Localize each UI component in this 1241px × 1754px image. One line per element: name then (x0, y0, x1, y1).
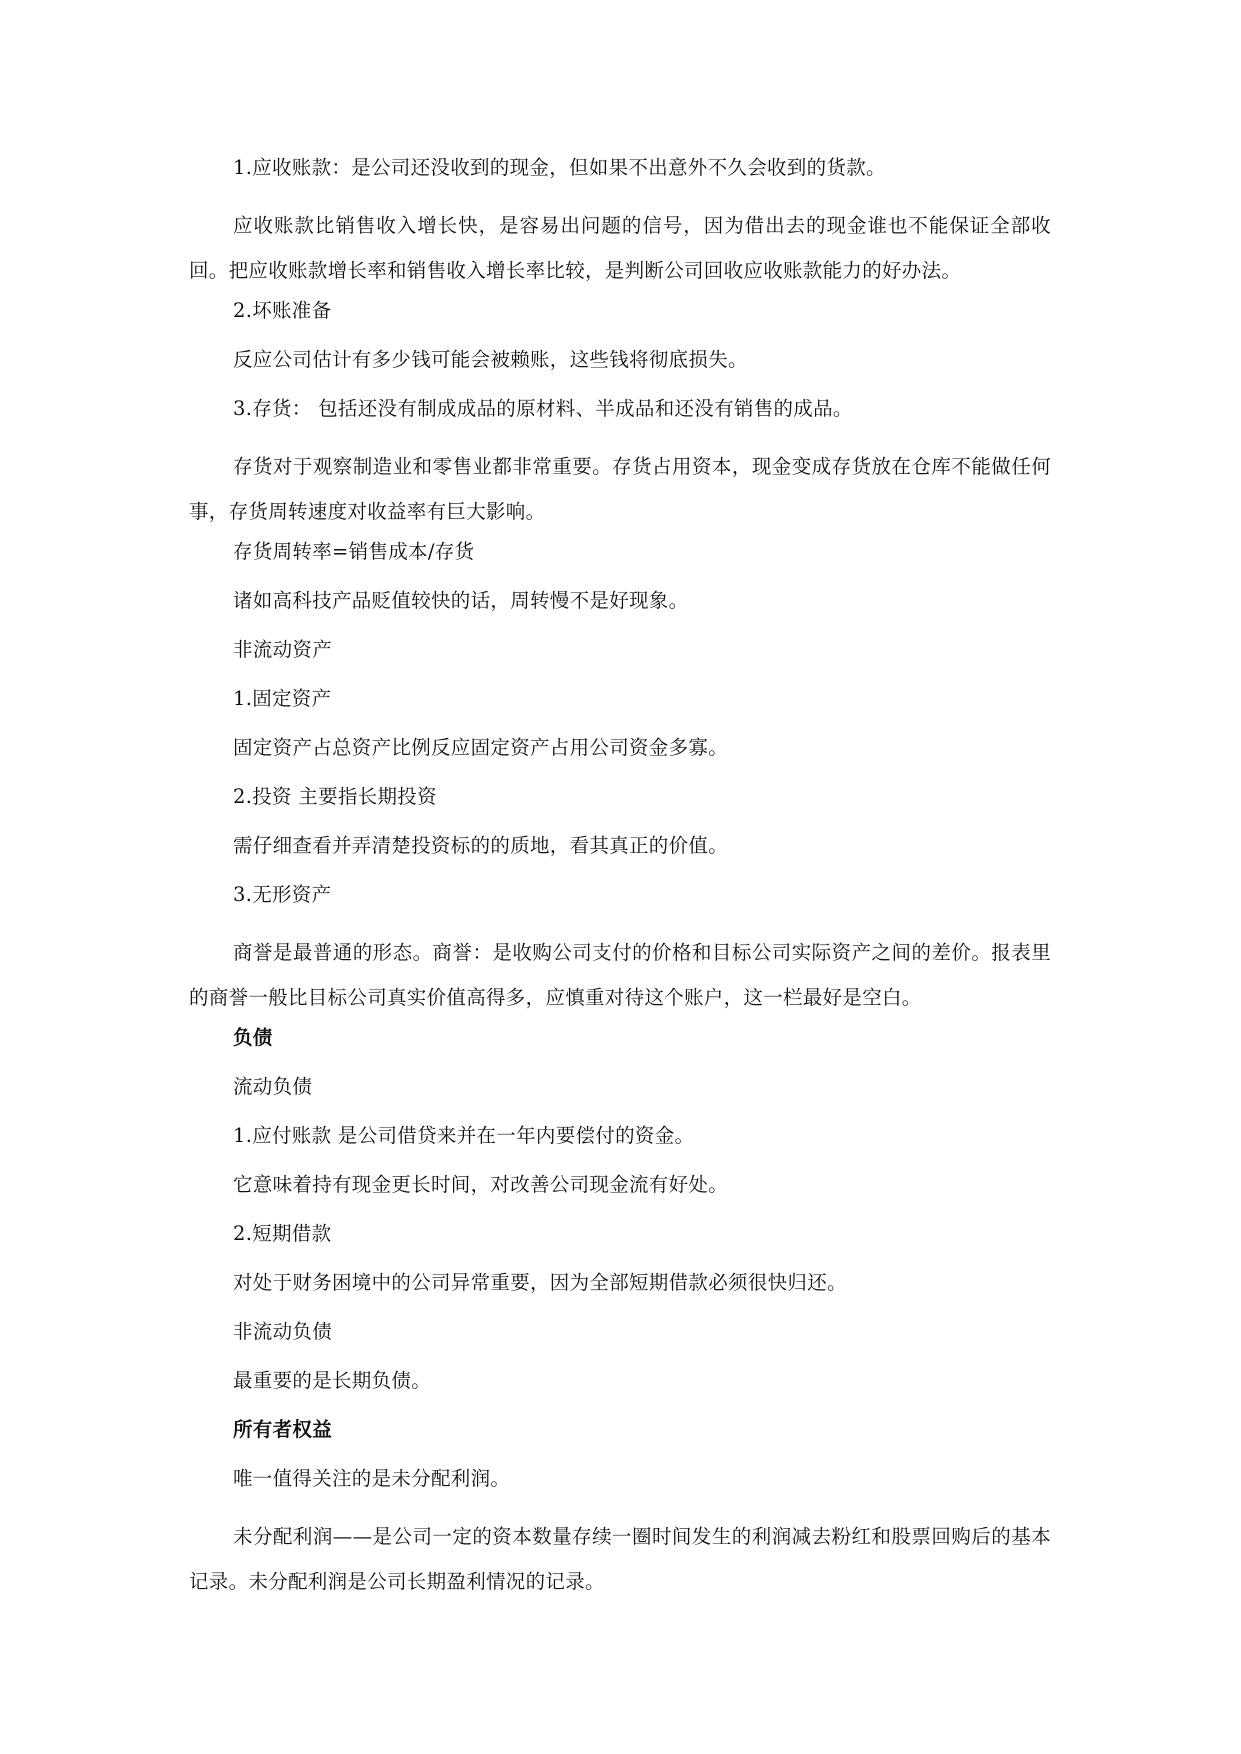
retained-earnings-focus: 唯一值得关注的是未分配利润。 (233, 1467, 511, 1490)
intangible-assets-heading: 3.无形资产 (233, 883, 332, 906)
accounts-payable-heading: 1.应付账款 是公司借贷来并在一年内要偿付的资金。 (233, 1124, 695, 1147)
noncurrent-assets-heading: 非流动资产 (233, 638, 333, 661)
inventory-heading: 3.存货： 包括还没有制成成品的原材料、半成品和还没有销售的成品。 (233, 397, 853, 420)
accounts-payable-note: 它意味着持有现金更长时间，对改善公司现金流有好处。 (233, 1173, 729, 1196)
fixed-assets-note: 固定资产占总资产比例反应固定资产占用公司资金多寡。 (233, 736, 729, 759)
goodwill-note: 商誉是最普通的形态。商誉：是收购公司支付的价格和目标公司实际资产之间的差价。报表里的商誉一般比目标公司真实价值高得多，应慎重对待这个账户，这一栏最好是空白。 (189, 941, 1051, 1009)
short-term-loans-heading: 2.短期借款 (233, 1222, 332, 1245)
owners-equity-heading: 所有者权益 (233, 1418, 333, 1441)
noncurrent-liabilities-note: 最重要的是长期负债。 (233, 1369, 432, 1392)
inventory-turnover-note: 诸如高科技产品贬值较快的话，周转慢不是好现象。 (233, 589, 689, 612)
inventory-note: 存货对于观察制造业和零售业都非常重要。存货占用资本，现金变成存货放在仓库不能做任何事，存货周转速度对收益率有巨大影响。 (189, 455, 1051, 523)
liabilities-heading: 负债 (233, 1026, 273, 1049)
receivables-heading: 1.应收账款：是公司还没收到的现金，但如果不出意外不久会收到的货款。 (233, 156, 886, 179)
investment-heading: 2.投资 主要指长期投资 (233, 785, 437, 808)
noncurrent-liabilities-heading: 非流动负债 (233, 1320, 333, 1343)
short-term-loans-note: 对处于财务困境中的公司异常重要，因为全部短期借款必须很快归还。 (233, 1271, 847, 1294)
bad-debt-note: 反应公司估计有多少钱可能会被赖账，这些钱将彻底损失。 (233, 348, 748, 371)
bad-debt-heading: 2.坏账准备 (233, 299, 332, 322)
inventory-turnover-formula: 存货周转率=销售成本/存货 (233, 540, 475, 563)
retained-earnings-definition: 未分配利润——是公司一定的资本数量存续一圈时间发生的利润减去粉红和股票回购后的基本记录。未分配利润是公司长期盈利情况的记录。 (189, 1525, 1051, 1593)
current-liabilities-heading: 流动负债 (233, 1075, 313, 1098)
fixed-assets-heading: 1.固定资产 (233, 687, 332, 710)
document-body (189, 154, 1051, 1608)
investment-note: 需仔细查看并弄清楚投资标的的质地，看其真正的价值。 (233, 834, 729, 857)
receivables-growth-note: 应收账款比销售收入增长快，是容易出问题的信号，因为借出去的现金谁也不能保证全部收回。把应收账款增长率和销售收入增长率比较，是判断公司回收应收账款能力的好办法。 (189, 214, 1051, 282)
